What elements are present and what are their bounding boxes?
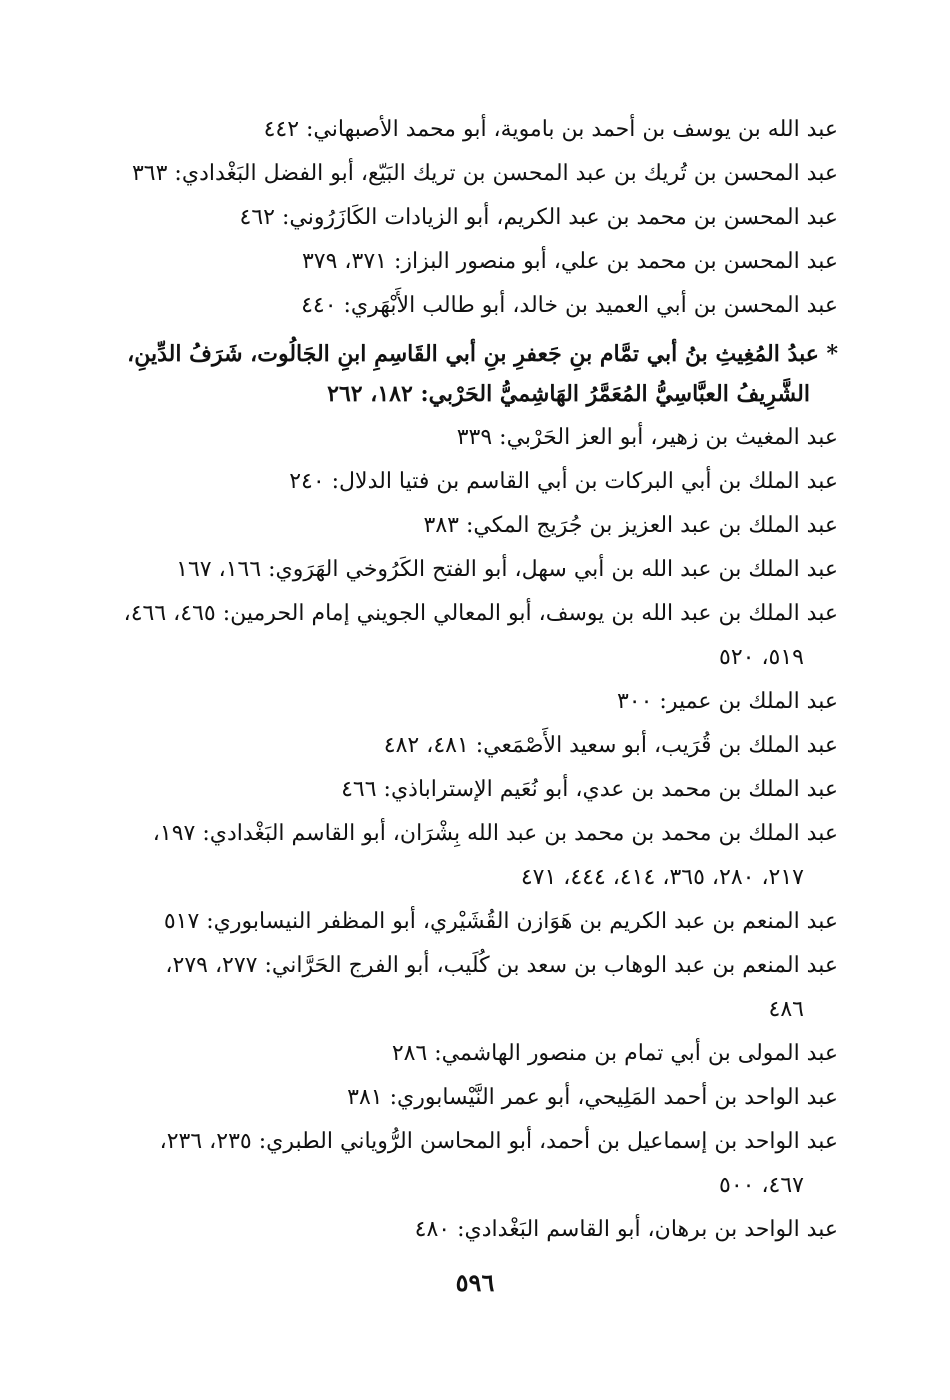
- entry-text: عبد الملك بن قُرَيب، أبو سعيد الأَصْمَعي: ٤٨١، ٤٨٢: [383, 733, 838, 758]
- entry-text: عبد الملك بن عبد العزيز بن جُرَيج المكي: ٣٨٣: [423, 513, 838, 538]
- entry-text: عبد الملك بن محمد بن محمد بن عبد الله بِشْرَان، أبو القاسم البَغْدادي: ١٩٧،: [152, 821, 838, 846]
- index-entry: [112, 768, 838, 812]
- entry-text: عبد المحسن بن محمد بن علي، أبو منصور البزاز: ٣٧١، ٣٧٩: [301, 249, 838, 274]
- index-entry: [112, 416, 838, 460]
- entry-continuation: ٢١٧، ٢٨٠، ٣٦٥، ٤١٤، ٤٤٤، ٤٧١: [520, 865, 804, 890]
- entry-text: عبد الملك بن عمير: ٣٠٠: [616, 689, 838, 714]
- index-entry: [112, 240, 838, 284]
- entry-text: عبد الواحد بن برهان، أبو القاسم البَغْدادي: ٤٨٠: [414, 1217, 838, 1242]
- index-entry: [112, 108, 838, 152]
- entry-text: عبد المنعم بن عبد الكريم بن هَوَازن القُشَيْري، أبو المظفر النيسابوري: ٥١٧: [163, 909, 838, 934]
- entry-text: عبد المحسن بن تُريك بن عبد المحسن بن تريك البَيّع، أبو الفضل البَغْدادي: ٣٦٣: [131, 161, 838, 186]
- index-entry: [112, 152, 838, 196]
- entry-continuation: ٤٦٧، ٥٠٠: [719, 1173, 804, 1198]
- entry-text: عبد المنعم بن عبد الوهاب بن سعد بن كُلَيب، أبو الفرج الحَرَّاني: ٢٧٧، ٢٧٩،: [165, 953, 838, 978]
- index-entry: [112, 1032, 838, 1076]
- index-entry: [112, 680, 838, 724]
- index-entry: [112, 944, 838, 1032]
- index-entry: [112, 460, 838, 504]
- page-number: ٥٩٦: [455, 1268, 495, 1297]
- index-entry: [112, 1208, 838, 1252]
- index-entry: [112, 812, 838, 900]
- index-entry: [112, 592, 838, 680]
- entry-continuation: ٤٨٦: [768, 997, 804, 1022]
- featured-index-entry: [112, 334, 838, 414]
- index-entry: [112, 900, 838, 944]
- entry-text: عبد الملك بن محمد بن عدي، أبو نُعَيم الإستراباذي: ٤٦٦: [341, 777, 838, 802]
- entry-text: عبد الواحد بن إسماعيل بن أحمد، أبو المحاسن الرُّوياني الطبري: ٢٣٥، ٢٣٦،: [159, 1129, 838, 1154]
- index-entry: [112, 548, 838, 592]
- entry-text: عبد المولى بن أبي تمام بن منصور الهاشمي: ٢٨٦: [391, 1041, 838, 1066]
- entry-text: عبد الواحد بن أحمد المَلِيحي، أبو عمر النَّيْسابوري: ٣٨١: [347, 1085, 838, 1110]
- index-entry: [112, 504, 838, 548]
- index-entry: [112, 284, 838, 328]
- index-entry: [112, 1120, 838, 1208]
- index-entry: [112, 1076, 838, 1120]
- index-entry: [112, 724, 838, 768]
- entry-continuation: الشَّرِيفُ العبَّاسِيُّ المُعَمَّرُ الهَاشِميُّ الحَرْبي: ١٨٢، ٢٦٢: [327, 381, 810, 407]
- entry-text: * عبدُ المُغِيثِ بنُ أبي تمَّام بنِ جَعفرِ بنِ أبي القَاسِمِ ابنِ الجَالُوت، شَرَفُ الدِّينِ،: [127, 341, 838, 367]
- entry-text: عبد المحسن بن أبي العميد بن خالد، أبو طالب الأَبْهَري: ٤٤٠: [301, 293, 838, 318]
- index-entry: [112, 196, 838, 240]
- index-entries: [112, 108, 838, 1252]
- entry-text: عبد الملك بن عبد الله بن أبي سهل، أبو الفتح الكَرُوخي الهَرَوي: ١٦٦، ١٦٧: [176, 557, 838, 582]
- entry-text: عبد المغيث بن زهير، أبو العز الحَرْبي: ٣٣٩: [456, 425, 838, 450]
- entry-text: عبد الله بن يوسف بن أحمد بن باموية، أبو محمد الأصبهاني: ٤٤٢: [263, 117, 838, 142]
- entry-text: عبد الملك بن أبي البركات بن أبي القاسم بن فتيا الدلال: ٢٤٠: [289, 469, 838, 494]
- entry-text: عبد الملك بن عبد الله بن يوسف، أبو المعالي الجويني إمام الحرمين: ٤٦٥، ٤٦٦،: [123, 601, 838, 626]
- entry-text: عبد المحسن بن محمد بن عبد الكريم، أبو الزيادات الكَازَرُوني: ٤٦٢: [239, 205, 838, 230]
- entry-continuation: ٥١٩، ٥٢٠: [719, 645, 804, 670]
